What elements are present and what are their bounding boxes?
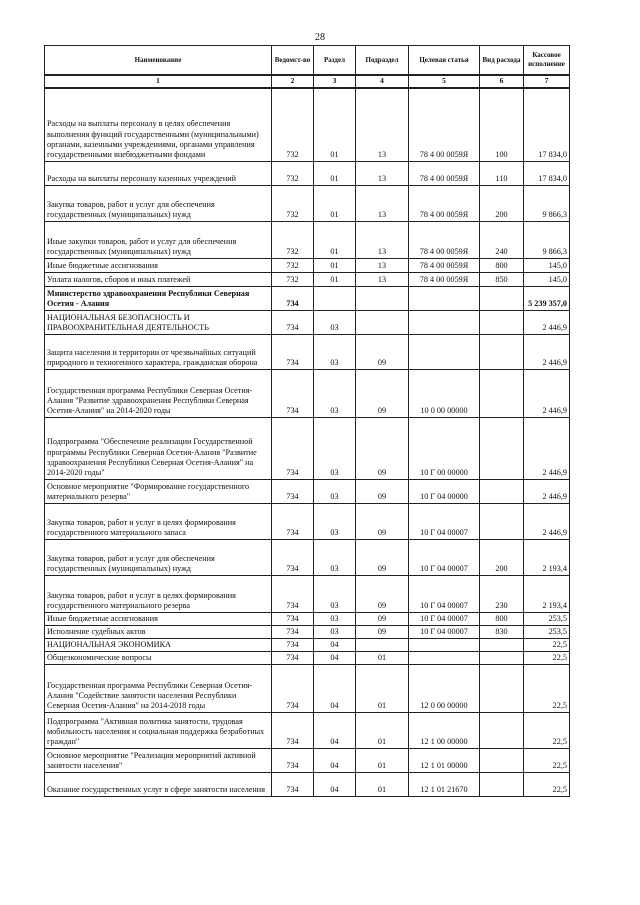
row-name-cell: Закупка товаров, работ и услуг для обеспечения государственных (муниципальных) нужд xyxy=(45,539,272,575)
row-subsection-cell: 09 xyxy=(356,612,409,625)
row-subsection-cell: 13 xyxy=(356,88,409,161)
table-row xyxy=(45,772,570,796)
row-section-cell: 03 xyxy=(314,417,356,479)
row-name-cell: Оказание государственных услуг в сфере занятости населения xyxy=(45,772,272,796)
row-target-item-cell: 78 4 00 0059Я xyxy=(409,185,480,221)
row-section-cell: 04 xyxy=(314,712,356,748)
row-amount-cell: 2 446,9 xyxy=(524,334,570,369)
row-department-cell: 734 xyxy=(272,612,314,625)
row-target-item-cell xyxy=(409,651,480,664)
table-row xyxy=(45,185,570,221)
table-row xyxy=(45,712,570,748)
row-expense-type-cell xyxy=(480,369,524,417)
row-name-cell: НАЦИОНАЛЬНАЯ БЕЗОПАСНОСТЬ И ПРАВООХРАНИТЕЛЬНАЯ ДЕЯТЕЛЬНОСТЬ xyxy=(45,310,272,334)
col-number: 2 xyxy=(272,75,314,88)
row-department-cell: 734 xyxy=(272,539,314,575)
row-target-item-cell: 10 Г 04 00007 xyxy=(409,575,480,612)
row-amount-cell: 9 866,3 xyxy=(524,221,570,258)
row-department-cell: 734 xyxy=(272,417,314,479)
row-section-cell: 03 xyxy=(314,625,356,638)
row-expense-type-cell xyxy=(480,638,524,651)
row-amount-cell: 22,5 xyxy=(524,748,570,772)
table-row xyxy=(45,417,570,479)
row-expense-type-cell: 240 xyxy=(480,221,524,258)
col-number: 5 xyxy=(409,75,480,88)
row-expense-type-cell: 200 xyxy=(480,185,524,221)
col-header-target-item: Целевая статья xyxy=(409,46,480,76)
row-subsection-cell xyxy=(356,286,409,310)
col-number: 6 xyxy=(480,75,524,88)
row-amount-cell: 145,0 xyxy=(524,272,570,286)
row-department-cell: 734 xyxy=(272,772,314,796)
row-section-cell: 01 xyxy=(314,185,356,221)
row-section-cell: 01 xyxy=(314,272,356,286)
col-header-subsection: Подраздел xyxy=(356,46,409,76)
row-expense-type-cell xyxy=(480,712,524,748)
row-subsection-cell: 13 xyxy=(356,161,409,185)
row-amount-cell: 22,5 xyxy=(524,638,570,651)
row-department-cell: 732 xyxy=(272,185,314,221)
row-department-cell: 734 xyxy=(272,651,314,664)
row-section-cell: 03 xyxy=(314,334,356,369)
table-row xyxy=(45,539,570,575)
row-department-cell: 732 xyxy=(272,258,314,272)
row-name-cell: Подпрограмма "Обеспечение реализации Государственной программы Республики Северная Осетия-Алания "Развитие здравоохранения Республики Северная Осетия-Алания" на 2014-2020 годы" xyxy=(45,417,272,479)
table-row xyxy=(45,625,570,638)
row-target-item-cell: 78 4 00 0059Я xyxy=(409,258,480,272)
row-amount-cell: 2 193,4 xyxy=(524,539,570,575)
row-expense-type-cell xyxy=(480,503,524,539)
row-department-cell: 734 xyxy=(272,369,314,417)
row-expense-type-cell: 100 xyxy=(480,88,524,161)
row-amount-cell: 2 193,4 xyxy=(524,575,570,612)
row-section-cell: 01 xyxy=(314,221,356,258)
row-target-item-cell xyxy=(409,286,480,310)
row-target-item-cell xyxy=(409,334,480,369)
table-row xyxy=(45,503,570,539)
row-name-cell: Защита населения и территории от чрезвычайных ситуаций природного и техногенного характера, гражданская оборона xyxy=(45,334,272,369)
table-row xyxy=(45,334,570,369)
row-subsection-cell: 13 xyxy=(356,272,409,286)
row-amount-cell: 2 446,9 xyxy=(524,310,570,334)
row-expense-type-cell xyxy=(480,651,524,664)
row-section-cell: 01 xyxy=(314,88,356,161)
row-name-cell: Иные бюджетные ассигнования xyxy=(45,612,272,625)
row-expense-type-cell: 110 xyxy=(480,161,524,185)
table-row xyxy=(45,310,570,334)
budget-table xyxy=(44,45,570,797)
row-name-cell: Министерство здравоохранения Республики Северная Осетия - Алания xyxy=(45,286,272,310)
row-section-cell: 03 xyxy=(314,612,356,625)
row-department-cell: 734 xyxy=(272,503,314,539)
row-amount-cell: 5 239 357,0 xyxy=(524,286,570,310)
table-header xyxy=(45,46,570,76)
row-name-cell: Исполнение судебных актов xyxy=(45,625,272,638)
row-subsection-cell: 09 xyxy=(356,479,409,503)
row-target-item-cell xyxy=(409,638,480,651)
row-department-cell: 734 xyxy=(272,575,314,612)
table-row xyxy=(45,479,570,503)
table-row xyxy=(45,638,570,651)
row-department-cell: 732 xyxy=(272,272,314,286)
row-subsection-cell: 01 xyxy=(356,712,409,748)
row-target-item-cell: 10 Г 04 00007 xyxy=(409,503,480,539)
row-department-cell: 734 xyxy=(272,638,314,651)
row-name-cell: Закупка товаров, работ и услуг в целях формирования государственного материального запаса xyxy=(45,503,272,539)
row-department-cell: 732 xyxy=(272,88,314,161)
col-header-department: Ведомст-во xyxy=(272,46,314,76)
row-name-cell: Основное мероприятие "Формирование государственного материального резерва" xyxy=(45,479,272,503)
row-subsection-cell: 01 xyxy=(356,651,409,664)
row-amount-cell: 9 866,3 xyxy=(524,185,570,221)
table-row xyxy=(45,369,570,417)
row-amount-cell: 2 446,9 xyxy=(524,479,570,503)
col-number: 7 xyxy=(524,75,570,88)
row-section-cell: 03 xyxy=(314,575,356,612)
row-subsection-cell: 09 xyxy=(356,334,409,369)
row-target-item-cell: 12 1 00 00000 xyxy=(409,712,480,748)
row-name-cell: Подпрограмма "Активная политика занятости, трудовая мобильность населения и социальная поддержка безработных граждан" xyxy=(45,712,272,748)
table-row xyxy=(45,221,570,258)
row-section-cell: 04 xyxy=(314,664,356,712)
row-subsection-cell xyxy=(356,310,409,334)
row-section-cell xyxy=(314,286,356,310)
row-target-item-cell: 10 Г 04 00007 xyxy=(409,539,480,575)
column-number-row xyxy=(45,75,570,88)
col-header-cash-execution: Кассовое исполнение xyxy=(524,46,570,76)
row-expense-type-cell: 230 xyxy=(480,575,524,612)
table-row xyxy=(45,575,570,612)
col-number: 4 xyxy=(356,75,409,88)
row-section-cell: 01 xyxy=(314,258,356,272)
row-section-cell: 04 xyxy=(314,748,356,772)
row-name-cell: Государственная программа Республики Северная Осетия-Алания "Содействие занятости населения Республики Северная Осетия-Алания" на 2014-2018 годы xyxy=(45,664,272,712)
row-section-cell: 03 xyxy=(314,310,356,334)
table-row xyxy=(45,612,570,625)
row-name-cell: Уплата налогов, сборов и иных платежей xyxy=(45,272,272,286)
row-subsection-cell xyxy=(356,638,409,651)
col-header-name: Наименование xyxy=(45,46,272,76)
table-row xyxy=(45,651,570,664)
row-expense-type-cell: 850 xyxy=(480,272,524,286)
row-amount-cell: 2 446,9 xyxy=(524,417,570,479)
row-amount-cell: 22,5 xyxy=(524,651,570,664)
row-expense-type-cell xyxy=(480,772,524,796)
row-target-item-cell: 78 4 00 0059Я xyxy=(409,221,480,258)
table-row xyxy=(45,88,570,161)
row-expense-type-cell xyxy=(480,748,524,772)
row-department-cell: 734 xyxy=(272,310,314,334)
col-number: 1 xyxy=(45,75,272,88)
row-target-item-cell: 10 Г 00 00000 xyxy=(409,417,480,479)
row-name-cell: НАЦИОНАЛЬНАЯ ЭКОНОМИКА xyxy=(45,638,272,651)
row-section-cell: 01 xyxy=(314,161,356,185)
row-section-cell: 03 xyxy=(314,539,356,575)
row-expense-type-cell: 830 xyxy=(480,625,524,638)
row-subsection-cell: 13 xyxy=(356,221,409,258)
col-number: 3 xyxy=(314,75,356,88)
table-row xyxy=(45,258,570,272)
row-amount-cell: 17 834,0 xyxy=(524,88,570,161)
col-header-expense-type: Вид расхода xyxy=(480,46,524,76)
row-expense-type-cell: 800 xyxy=(480,258,524,272)
table-row xyxy=(45,664,570,712)
row-subsection-cell: 09 xyxy=(356,503,409,539)
row-section-cell: 03 xyxy=(314,369,356,417)
row-department-cell: 732 xyxy=(272,221,314,258)
row-target-item-cell: 10 0 00 00000 xyxy=(409,369,480,417)
row-name-cell: Основное мероприятие "Реализация мероприятий активной занятости населения" xyxy=(45,748,272,772)
col-header-section: Раздел xyxy=(314,46,356,76)
row-subsection-cell: 13 xyxy=(356,258,409,272)
row-target-item-cell: 12 1 01 00000 xyxy=(409,748,480,772)
row-subsection-cell: 01 xyxy=(356,748,409,772)
row-section-cell: 03 xyxy=(314,479,356,503)
row-target-item-cell xyxy=(409,310,480,334)
row-department-cell: 734 xyxy=(272,479,314,503)
row-subsection-cell: 01 xyxy=(356,664,409,712)
row-subsection-cell: 09 xyxy=(356,417,409,479)
row-subsection-cell: 13 xyxy=(356,185,409,221)
row-expense-type-cell xyxy=(480,310,524,334)
row-subsection-cell: 09 xyxy=(356,575,409,612)
row-amount-cell: 145,0 xyxy=(524,258,570,272)
table-row xyxy=(45,286,570,310)
row-department-cell: 734 xyxy=(272,712,314,748)
row-target-item-cell: 12 0 00 00000 xyxy=(409,664,480,712)
row-section-cell: 04 xyxy=(314,772,356,796)
row-target-item-cell: 10 Г 04 00000 xyxy=(409,479,480,503)
row-department-cell: 734 xyxy=(272,748,314,772)
row-subsection-cell: 09 xyxy=(356,539,409,575)
row-amount-cell: 17 834,0 xyxy=(524,161,570,185)
row-name-cell: Расходы на выплаты персоналу казенных учреждений xyxy=(45,161,272,185)
table-row xyxy=(45,272,570,286)
row-amount-cell: 22,5 xyxy=(524,712,570,748)
row-expense-type-cell xyxy=(480,286,524,310)
row-target-item-cell: 10 Г 04 00007 xyxy=(409,612,480,625)
row-name-cell: Закупка товаров, работ и услуг для обеспечения государственных (муниципальных) нужд xyxy=(45,185,272,221)
row-name-cell: Иные закупки товаров, работ и услуг для обеспечения государственных (муниципальных) нужд xyxy=(45,221,272,258)
page-number: 28 xyxy=(315,32,325,43)
row-name-cell: Закупка товаров, работ и услуг в целях формирования государственного материального резерва xyxy=(45,575,272,612)
row-target-item-cell: 78 4 00 0059Я xyxy=(409,88,480,161)
row-department-cell: 734 xyxy=(272,664,314,712)
row-target-item-cell: 10 Г 04 00007 xyxy=(409,625,480,638)
row-expense-type-cell xyxy=(480,479,524,503)
row-amount-cell: 22,5 xyxy=(524,772,570,796)
row-amount-cell: 253,5 xyxy=(524,625,570,638)
row-subsection-cell: 09 xyxy=(356,625,409,638)
table-row xyxy=(45,748,570,772)
row-amount-cell: 22,5 xyxy=(524,664,570,712)
row-subsection-cell: 09 xyxy=(356,369,409,417)
row-target-item-cell: 78 4 00 0059Я xyxy=(409,161,480,185)
row-expense-type-cell xyxy=(480,334,524,369)
row-section-cell: 04 xyxy=(314,651,356,664)
row-name-cell: Расходы на выплаты персоналу в целях обеспечения выполнения функций государственными (муниципальными) органами, казенными учреждениями, органами управления государственными внебюджетными фондами xyxy=(45,88,272,161)
row-amount-cell: 2 446,9 xyxy=(524,503,570,539)
row-department-cell: 734 xyxy=(272,334,314,369)
row-expense-type-cell xyxy=(480,664,524,712)
row-expense-type-cell: 800 xyxy=(480,612,524,625)
row-amount-cell: 2 446,9 xyxy=(524,369,570,417)
table-row xyxy=(45,161,570,185)
row-subsection-cell: 01 xyxy=(356,772,409,796)
row-department-cell: 734 xyxy=(272,625,314,638)
row-section-cell: 04 xyxy=(314,638,356,651)
row-target-item-cell: 78 4 00 0059Я xyxy=(409,272,480,286)
row-department-cell: 732 xyxy=(272,161,314,185)
row-department-cell: 734 xyxy=(272,286,314,310)
row-expense-type-cell xyxy=(480,417,524,479)
row-amount-cell: 253,5 xyxy=(524,612,570,625)
row-expense-type-cell: 200 xyxy=(480,539,524,575)
row-name-cell: Общеэкономические вопросы xyxy=(45,651,272,664)
row-name-cell: Иные бюджетные ассигнования xyxy=(45,258,272,272)
row-target-item-cell: 12 1 01 21670 xyxy=(409,772,480,796)
row-name-cell: Государственная программа Республики Северная Осетия-Алания "Развитие здравоохранения Республики Северная Осетия-Алания" на 2014-2020 годы xyxy=(45,369,272,417)
row-section-cell: 03 xyxy=(314,503,356,539)
